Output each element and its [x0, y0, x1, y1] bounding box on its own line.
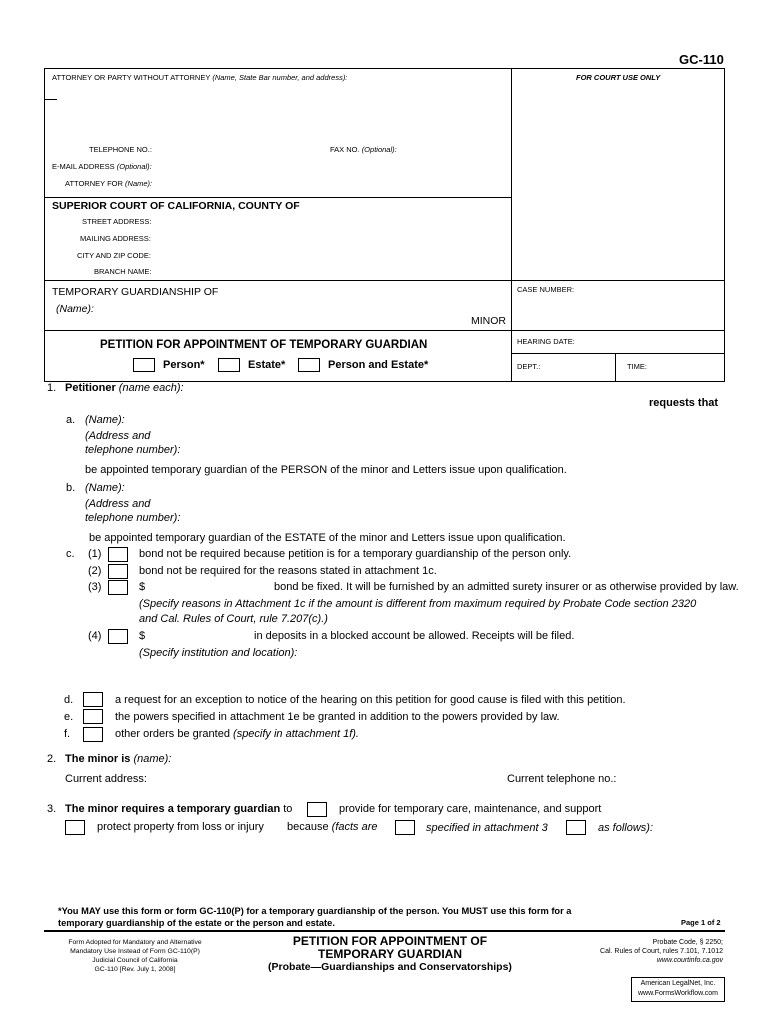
attorney-tick	[44, 99, 57, 100]
time-label: TIME:	[627, 362, 647, 371]
item1c3-note-line2: and Cal. Rules of Court, rule 7.207(c).)	[139, 613, 328, 625]
item3-follows-checkbox[interactable]	[566, 820, 586, 835]
footer-adopted-block	[44, 938, 226, 974]
caption-right-border	[724, 68, 725, 382]
item1c3-dollar-sign: $	[139, 581, 146, 593]
item3-attachment-checkbox[interactable]	[395, 820, 415, 835]
item1b-name-label: (Name):	[85, 482, 125, 494]
item1a-telephone-label: telephone number):	[85, 444, 181, 456]
item1c2-text: bond not be required for the reasons stated in attachment 1c.	[139, 565, 437, 577]
street-address-label: STREET ADDRESS:	[82, 217, 152, 226]
item1-number: 1.	[47, 382, 57, 394]
item1c-letter: c.	[66, 548, 75, 560]
adopted-line4: GC-110 [Rev. July 1, 2008]	[94, 966, 176, 973]
item1f-letter: f.	[64, 728, 71, 740]
item1c3-text: bond be fixed. It will be furnished by an admitted surety insurer or as otherwise provided by law.	[274, 581, 739, 593]
caption-title-divider	[44, 330, 725, 331]
telephone-label: TELEPHONE NO.:	[89, 145, 152, 154]
hearing-divider	[511, 353, 724, 354]
footer-title-line1: PETITION FOR APPOINTMENT OF	[292, 934, 488, 948]
item1c1-text: bond not be required because petition is for a temporary guardianship of the person only.	[139, 548, 572, 560]
item3-care-text: provide for temporary care, maintenance, and support	[339, 803, 602, 815]
item1b-address-label: (Address and	[85, 498, 151, 510]
dept-time-divider	[615, 353, 616, 382]
item1a-text: be appointed temporary guardian of the PERSON of the minor and Letters issue upon qualification.	[85, 464, 567, 476]
city-zip-label: CITY AND ZIP CODE:	[77, 251, 151, 260]
name-hint: (Name):	[56, 303, 94, 315]
court-title: SUPERIOR COURT OF CALIFORNIA, COUNTY OF	[52, 200, 300, 212]
item1c3-note-line1: (Specify reasons in Attachment 1c if the amount is different from maximum required by Probate Code section 2320	[139, 598, 697, 610]
mailing-address-label: MAILING ADDRESS:	[80, 234, 151, 243]
item1c1-number: (1)	[88, 548, 102, 560]
item1d-checkbox[interactable]	[83, 692, 103, 707]
item3-follows-text: as follows):	[598, 822, 654, 834]
footer-note-line2: temporary guardianship of the estate or the person and estate.	[58, 918, 335, 928]
person-option-label: Person*	[163, 359, 205, 371]
item3-property-text: protect property from loss or injury	[97, 821, 264, 833]
legalnet-line2[interactable]: www.FormsWorkflow.com	[638, 989, 718, 997]
current-telephone-label: Current telephone no.:	[507, 773, 617, 785]
attorney-label: ATTORNEY OR PARTY WITHOUT ATTORNEY (Name, State Bar number, and address):	[52, 73, 348, 82]
case-number-label: CASE NUMBER:	[517, 285, 575, 294]
item1-heading: Petitioner (name each):	[65, 382, 184, 394]
item1b-telephone-label: telephone number):	[85, 512, 181, 524]
footer-code-block	[566, 938, 723, 965]
form-number: GC-110	[679, 52, 724, 67]
requests-that-label: requests that	[649, 397, 719, 409]
footer-title-block	[240, 935, 540, 974]
item1c4-note: (Specify institution and location):	[139, 647, 298, 659]
item3-because-text: because (facts are	[287, 821, 378, 833]
item3-attachment-text: specified in attachment 3	[426, 822, 548, 834]
caption-top-border	[44, 68, 725, 69]
adopted-line2: Mandatory Use Instead of Form GC-110(P)	[70, 948, 200, 955]
item1c4-text: in deposits in a blocked account be allowed. Receipts will be filed.	[254, 630, 575, 642]
item1c4-checkbox[interactable]	[108, 629, 128, 644]
adopted-line1: Form Adopted for Mandatory and Alternative	[68, 939, 202, 946]
item1f-text: other orders be granted (specify in attachment 1f).	[115, 728, 359, 740]
item1c3-checkbox[interactable]	[108, 580, 128, 595]
code-line2: Cal. Rules of Court, rules 7.101, 7.1012	[600, 948, 723, 955]
item1c2-checkbox[interactable]	[108, 564, 128, 579]
item1d-letter: d.	[64, 694, 74, 706]
item2-heading: The minor is (name):	[65, 753, 172, 765]
item1a-name-label: (Name):	[85, 414, 125, 426]
fax-label: FAX NO. (Optional):	[330, 145, 397, 154]
code-line3[interactable]: www.courtinfo.ca.gov	[656, 957, 723, 964]
court-caption-divider	[44, 280, 725, 281]
code-line1: Probate Code, § 2250;	[652, 939, 723, 946]
item1e-checkbox[interactable]	[83, 709, 103, 724]
item3-property-checkbox[interactable]	[65, 820, 85, 835]
footer-title-line3: (Probate—Guardianships and Conservatorships)	[268, 961, 512, 973]
item1c4-dollar-sign: $	[139, 630, 146, 642]
footer-note-line1: *You MAY use this form or form GC-110(P) for a temporary guardianship of the person. You MUST use this form for a	[58, 906, 572, 916]
minor-label: MINOR	[471, 315, 506, 327]
item1f-checkbox[interactable]	[83, 727, 103, 742]
item2-number: 2.	[47, 753, 57, 765]
caption-left-border	[44, 68, 45, 382]
guardianship-of-label: TEMPORARY GUARDIANSHIP OF	[52, 286, 219, 298]
item1c4-number: (4)	[88, 630, 102, 642]
item1c2-number: (2)	[88, 565, 102, 577]
attorney-for-label: ATTORNEY FOR (Name):	[65, 179, 153, 188]
dept-label: DEPT.:	[517, 362, 541, 371]
adopted-line3: Judicial Council of California	[92, 957, 178, 964]
item1e-text: the powers specified in attachment 1e be granted in addition to the powers provided by law.	[115, 711, 560, 723]
legalnet-line1: American LegalNet, Inc.	[640, 980, 716, 987]
item1e-letter: e.	[64, 711, 74, 723]
legalnet-box	[631, 977, 725, 1002]
attorney-court-divider	[44, 197, 511, 198]
item1a-letter: a.	[66, 414, 76, 426]
item1b-letter: b.	[66, 482, 76, 494]
item1b-text: be appointed temporary guardian of the ESTATE of the minor and Letters issue upon qualification.	[89, 532, 566, 544]
item1d-text: a request for an exception to notice of the hearing on this petition for good cause is filed with this petition.	[115, 694, 626, 706]
hearing-date-label: HEARING DATE:	[517, 337, 575, 346]
petition-title: PETITION FOR APPOINTMENT OF TEMPORARY GUARDIAN	[100, 339, 428, 351]
item1c1-checkbox[interactable]	[108, 547, 128, 562]
item3-number: 3.	[47, 803, 57, 815]
person-checkbox[interactable]	[133, 358, 155, 372]
item3-heading: The minor requires a temporary guardian to	[65, 803, 293, 815]
footer-title-line2: TEMPORARY GUARDIAN	[317, 947, 462, 961]
email-label: E-MAIL ADDRESS (Optional):	[52, 162, 152, 171]
item1a-address-label: (Address and	[85, 430, 151, 442]
person-and-estate-checkbox[interactable]	[298, 358, 320, 372]
caption-middle-divider	[511, 68, 512, 382]
item3-care-checkbox[interactable]	[307, 802, 327, 817]
page-number: Page 1 of 2	[681, 918, 721, 927]
footer-rule	[44, 930, 725, 932]
estate-option-label: Estate*	[248, 359, 286, 371]
branch-name-label: BRANCH NAME:	[94, 267, 152, 276]
current-address-label: Current address:	[65, 773, 147, 785]
item1c3-number: (3)	[88, 581, 102, 593]
person-and-estate-option-label: Person and Estate*	[328, 359, 429, 371]
estate-checkbox[interactable]	[218, 358, 240, 372]
court-use-label: FOR COURT USE ONLY	[576, 73, 661, 82]
